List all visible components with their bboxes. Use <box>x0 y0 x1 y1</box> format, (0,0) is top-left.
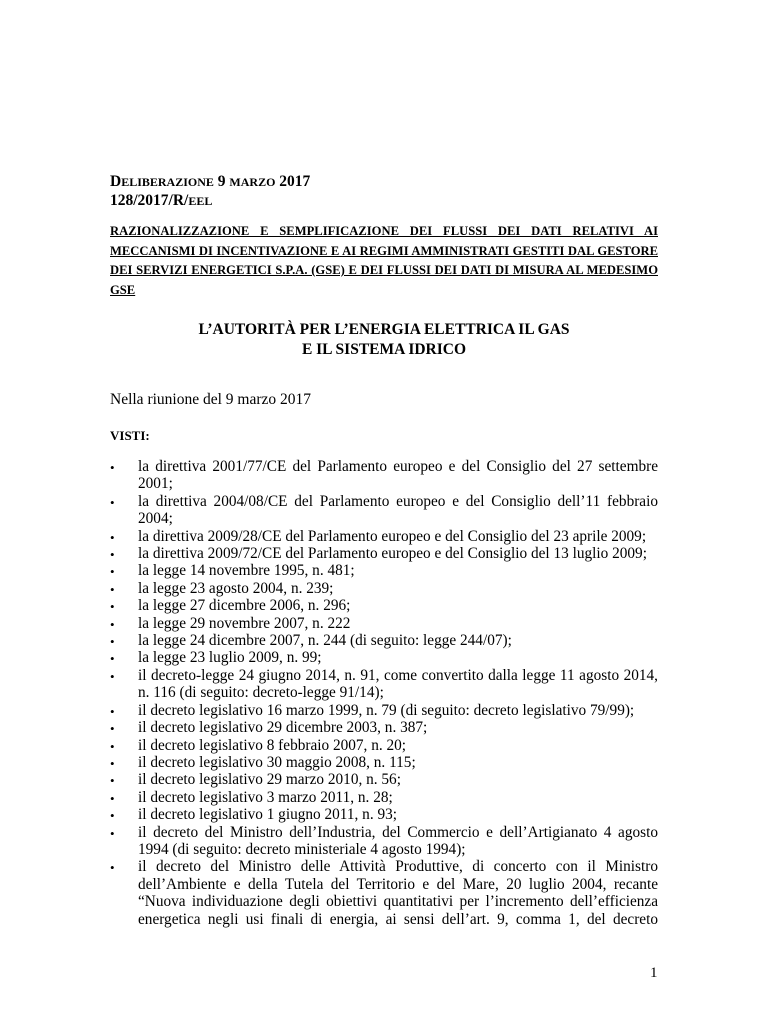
authority-title-line2: E IL SISTEMA IDRICO <box>301 341 467 358</box>
heading-year: 2017 <box>275 173 311 190</box>
list-item: • il decreto legislativo 3 marzo 2011, n. 28; <box>110 789 658 806</box>
list-item: • il decreto del Ministro delle Attività Produttive, di concerto con il Ministro dell’Ambiente e della Tutela del Territorio e del Mare, 20 luglio 2004, recante “Nuova individuazione degli obiettivi quantitativi per l’incremento dell’efficienza energetica negli usi finali di energia, ai sensi dell’art. 9, comma 1, del decreto <box>110 858 658 928</box>
list-item: • il decreto legislativo 30 maggio 2008, n. 115; <box>110 754 658 771</box>
visti-label: VISTI: <box>110 428 150 443</box>
list-item: • la legge 23 agosto 2004, n. 239; <box>110 580 658 597</box>
list-item: • il decreto legislativo 16 marzo 1999, n. 79 (di seguito: decreto legislativo 79/99); <box>110 702 658 719</box>
list-item: • la legge 14 novembre 1995, n. 481; <box>110 562 658 579</box>
page-number: 1 <box>650 965 658 981</box>
list-item: • la legge 23 luglio 2009, n. 99; <box>110 649 658 666</box>
list-item: • il decreto legislativo 8 febbraio 2007, n. 20; <box>110 737 658 754</box>
deliberation-number: 128/2017/R/ <box>110 192 189 209</box>
heading-smallcaps: ELIBERAZIONE <box>121 175 214 189</box>
list-item: • il decreto del Ministro dell’Industria, del Commercio e dell’Artigianato 4 agosto 1994 (di seguito: decreto ministeriale 4 agosto 1994); <box>110 824 658 859</box>
deliberation-subject: RAZIONALIZZAZIONE E SEMPLIFICAZIONE DEI FLUSSI DEI DATI RELATIVI AI MECCANISMI DI INCENTIVAZIONE E AI REGIMI AMMINISTRATI GESTITI DAL GESTORE DEI SERVIZI ENERGETICI S.P.A. (GSE) E DEI FLUSSI DEI DATI DI MISURA AL MEDESIMO GSE <box>110 224 658 297</box>
authority-title-line1: L’AUTORITÀ PER L’ENERGIA ELETTRICA IL GAS <box>198 321 570 338</box>
list-item: • la legge 27 dicembre 2006, n. 296; <box>110 597 658 614</box>
deliberation-suffix: EEL <box>188 194 213 208</box>
list-item: • la direttiva 2009/28/CE del Parlamento europeo e del Consiglio del 23 aprile 2009; <box>110 528 658 545</box>
list-item: • il decreto legislativo 1 giugno 2011, n. 93; <box>110 806 658 823</box>
list-item: • il decreto-legge 24 giugno 2014, n. 91, come convertito dalla legge 11 agosto 2014, n. 116 (di seguito: decreto-legge 91/14); <box>110 667 658 702</box>
deliberation-number-heading <box>110 191 212 211</box>
list-item: • la direttiva 2004/08/CE del Parlamento europeo e del Consiglio dell’11 febbraio 2004; <box>110 493 658 528</box>
list-item: • il decreto legislativo 29 dicembre 2003, n. 387; <box>110 719 658 736</box>
list-item: • la legge 29 novembre 2007, n. 222 <box>110 615 658 632</box>
heading-month: MARZO <box>229 175 276 189</box>
heading-day: 9 <box>213 173 230 190</box>
deliberation-date-heading <box>110 172 310 192</box>
list-item: • la direttiva 2009/72/CE del Parlamento europeo e del Consiglio del 13 luglio 2009; <box>110 545 658 562</box>
list-item: • la direttiva 2001/77/CE del Parlamento europeo e del Consiglio del 27 settembre 2001; <box>110 458 658 493</box>
list-item: • la legge 24 dicembre 2007, n. 244 (di seguito: legge 244/07); <box>110 632 658 649</box>
heading-initial: D <box>110 173 122 190</box>
references-list <box>110 458 658 928</box>
list-item: • il decreto legislativo 29 marzo 2010, n. 56; <box>110 771 658 788</box>
meeting-date: Nella riunione del 9 marzo 2017 <box>110 391 312 408</box>
authority-title <box>110 320 658 360</box>
